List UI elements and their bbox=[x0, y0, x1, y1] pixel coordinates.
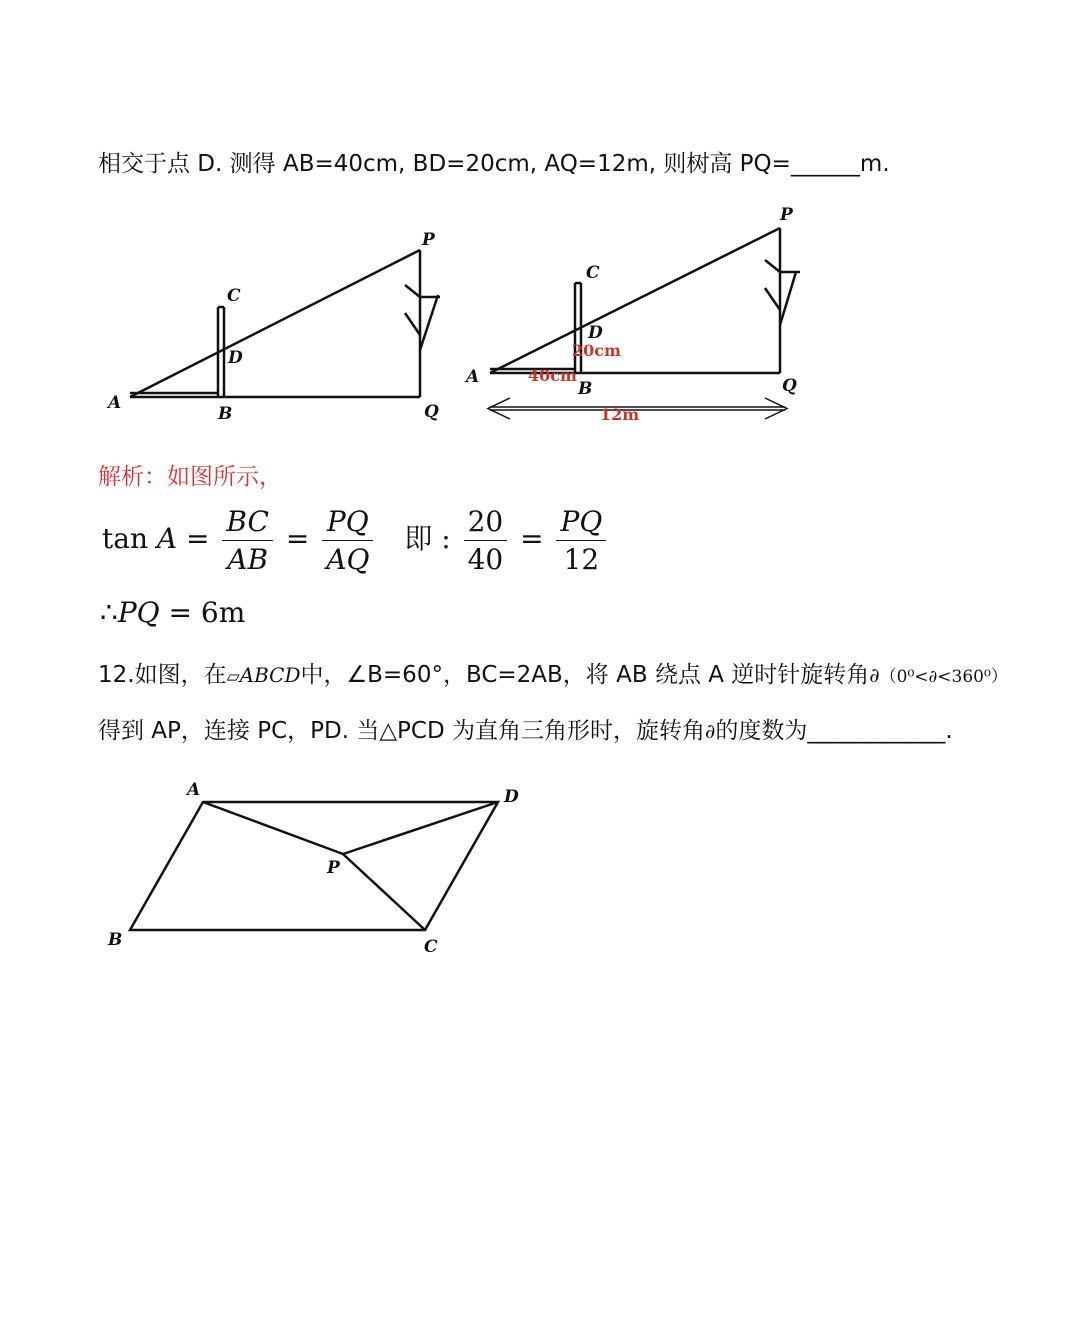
tan-text: tan bbox=[102, 522, 148, 555]
fig3-label-b: B bbox=[108, 930, 123, 950]
fraction-denominator: 12 bbox=[563, 543, 600, 576]
fig3-label-p: P bbox=[327, 858, 340, 878]
fig3-label-a: A bbox=[187, 780, 201, 800]
fig2-label-d: D bbox=[588, 323, 603, 343]
fig1-label-d: D bbox=[228, 348, 243, 368]
aq-length-label: 12m bbox=[600, 405, 640, 424]
fraction-pq-12 bbox=[556, 505, 606, 576]
fig1-label-c: C bbox=[227, 286, 241, 306]
answer-blank: ____________ bbox=[807, 718, 946, 744]
period: . bbox=[945, 718, 953, 744]
fraction-numerator: 20 bbox=[464, 505, 508, 541]
equals-3: = bbox=[520, 522, 544, 555]
fig3-label-d: D bbox=[504, 787, 519, 807]
problem12-text-b: 中，∠B=60°，BC=2AB，将 AB 绕点 A 逆时针旋转角 bbox=[300, 662, 870, 688]
fig2-label-q: Q bbox=[782, 376, 797, 396]
fig2-label-a: A bbox=[466, 367, 480, 387]
fraction-20-40 bbox=[464, 505, 508, 576]
problem12-text-d: 的度数为 bbox=[715, 718, 808, 744]
figure1-diagram bbox=[100, 225, 439, 425]
ji-text: 即 : bbox=[404, 522, 451, 555]
fraction-denominator: 40 bbox=[467, 543, 504, 576]
fig2-label-b: B bbox=[578, 379, 593, 399]
fraction-numerator: BC bbox=[222, 505, 273, 541]
fraction-denominator: AB bbox=[227, 543, 269, 576]
fig1-label-a: A bbox=[108, 393, 122, 413]
fig3-label-c: C bbox=[424, 937, 438, 957]
figure2-diagram bbox=[460, 200, 800, 425]
problem-number: 12. bbox=[98, 662, 135, 688]
solution-equation bbox=[102, 505, 610, 576]
fig1-label-b: B bbox=[218, 404, 233, 424]
fig1-label-q: Q bbox=[424, 402, 439, 422]
solution-heading: 解析：如图所示， bbox=[98, 464, 282, 490]
ab-length-label: 40cm bbox=[528, 366, 577, 385]
fraction-numerator: PQ bbox=[322, 505, 373, 541]
bd-length-label: 20cm bbox=[572, 341, 621, 360]
fig1-label-p: P bbox=[422, 230, 435, 250]
fraction-bc-ab bbox=[222, 505, 273, 576]
solution-result bbox=[100, 596, 245, 629]
parallelogram-symbol: ▱ bbox=[226, 667, 240, 687]
problem12-line2 bbox=[98, 712, 953, 745]
angle-a: A bbox=[156, 522, 178, 555]
therefore-symbol: ∴ bbox=[100, 596, 118, 629]
angle-range: （0⁰<∂<360⁰） bbox=[879, 667, 1008, 687]
alpha-symbol: ∂ bbox=[705, 719, 716, 743]
problem12-text-c: 得到 AP，连接 PC，PD. 当△PCD 为直角三角形时，旋转角 bbox=[98, 718, 705, 744]
figure3-parallelogram bbox=[100, 775, 540, 965]
fig2-label-c: C bbox=[586, 263, 600, 283]
fraction-numerator: PQ bbox=[556, 505, 606, 541]
fig2-label-p: P bbox=[780, 205, 793, 225]
equals-1: = bbox=[186, 522, 210, 555]
problem12-line1 bbox=[98, 656, 1008, 689]
result-value: = 6m bbox=[168, 596, 246, 629]
equals-2: = bbox=[285, 522, 310, 555]
problem12-text-a: 如图，在 bbox=[134, 662, 227, 688]
abcd-text: ABCD bbox=[239, 663, 301, 687]
result-variable: PQ bbox=[117, 596, 160, 629]
fraction-denominator: AQ bbox=[326, 543, 370, 576]
fraction-pq-aq bbox=[322, 505, 373, 576]
alpha-symbol: ∂ bbox=[869, 663, 880, 687]
problem11-text: 相交于点 D. 测得 AB=40cm, BD=20cm, AQ=12m, 则树高 PQ=______m. bbox=[98, 151, 890, 177]
